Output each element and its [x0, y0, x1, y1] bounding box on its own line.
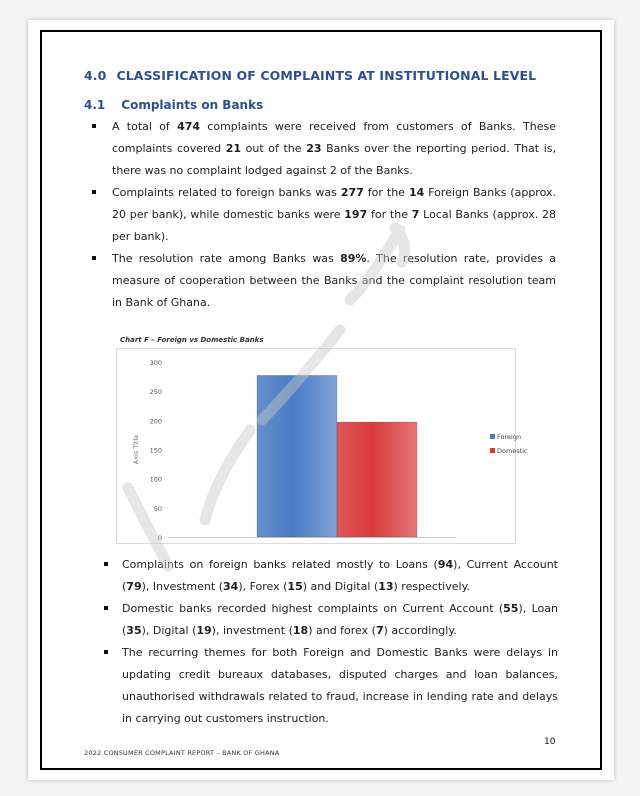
subsection-heading	[84, 98, 263, 112]
text-run: ), Digital (	[141, 624, 197, 637]
bullet-item	[88, 248, 556, 314]
bold-figure: 7	[375, 624, 384, 637]
y-tick-label: 50	[153, 504, 162, 513]
bullet-item	[88, 116, 556, 182]
chart-canvas	[116, 334, 528, 544]
bold-figure: 15	[287, 580, 303, 593]
bullet-marker	[92, 190, 96, 194]
bullet-marker	[92, 124, 96, 128]
document-page	[28, 20, 614, 780]
y-tick-label: 200	[149, 417, 162, 426]
bullet-list-top	[88, 116, 556, 314]
text-run: for the	[367, 208, 412, 221]
text-run: out of the	[241, 142, 307, 155]
bold-figure: 18	[292, 624, 309, 637]
subsection-number: 4.1	[84, 98, 106, 112]
bullet-item	[100, 598, 558, 642]
legend-label-foreign: Foreign	[497, 433, 522, 441]
bullet-marker	[104, 562, 108, 566]
bold-figure: 19	[196, 624, 212, 637]
text-run: complaints were received from customers of Banks. These complaints covered	[112, 120, 556, 155]
subsection-title: Complaints on Banks	[121, 98, 264, 112]
bold-figure: 79	[126, 580, 142, 593]
text-run: Banks over the reporting period. That is, there was no complaint lodged against 2 of the Banks.	[112, 142, 556, 177]
text-run: ), Forex (	[238, 580, 288, 593]
bold-figure: 474	[177, 120, 201, 133]
bullet-marker	[104, 606, 108, 610]
text-run: ), Current Account (	[122, 558, 558, 593]
legend-swatch-domestic	[490, 448, 495, 453]
text-run: ) respectively.	[393, 580, 471, 593]
bullet-list-bottom	[100, 554, 558, 730]
y-tick-label: 0	[157, 534, 162, 542]
bold-figure: 23	[306, 142, 322, 155]
text-run: The resolution rate among Banks was	[112, 252, 341, 265]
legend-swatch-foreign	[490, 434, 495, 439]
bar-foreign	[257, 375, 337, 537]
text-run: Complaints on foreign banks related mostly to Loans (	[122, 558, 438, 571]
bar-domestic	[337, 422, 417, 537]
text-run: ), investment (	[211, 624, 293, 637]
text-run: Foreign Banks (approx. 20 per bank), while domestic banks were	[112, 186, 556, 221]
bold-figure: 197	[344, 208, 368, 221]
text-run: ) and Digital (	[302, 580, 379, 593]
text-run: Domestic banks recorded highest complaints on Current Account (	[122, 602, 504, 615]
bold-figure: 34	[223, 580, 239, 593]
bold-figure: 35	[126, 624, 142, 637]
section-heading	[84, 68, 536, 83]
section-number: 4.0	[84, 68, 107, 83]
text-run: ), Investment (	[141, 580, 223, 593]
text-run: A total of	[112, 120, 178, 133]
text-run: ), Loan (	[122, 602, 558, 637]
bold-figure: 7	[411, 208, 420, 221]
bold-figure: 55	[503, 602, 519, 615]
bullet-marker	[92, 256, 96, 260]
bold-figure: 21	[225, 142, 241, 155]
legend-label-domestic: Domestic	[497, 447, 528, 455]
y-tick-label: 100	[149, 475, 162, 484]
bullet-item	[100, 554, 558, 598]
bold-figure: 94	[437, 558, 454, 571]
bold-figure: 13	[378, 580, 394, 593]
bold-figure: 89%	[340, 252, 367, 265]
y-axis-title: Axis Title	[132, 434, 140, 465]
text-run: . The resolution rate, provides a measure of cooperation between the Banks and the complaint resolution team in Bank of Ghana.	[112, 252, 556, 309]
page-number: 10	[544, 737, 556, 747]
section-title: CLASSIFICATION OF COMPLAINTS AT INSTITUTIONAL LEVEL	[116, 68, 537, 83]
text-run: for the	[363, 186, 409, 199]
text-run: ) accordingly.	[383, 624, 457, 637]
text-run: Complaints related to foreign banks was	[112, 186, 341, 199]
text-run: The recurring themes for both Foreign and Domestic Banks were delays in updating credit bureaux databases, disputed charges and loan balances, unauthorised withdrawals related to fraud, increase in lending rate and delays in carrying out customers instruction.	[122, 646, 558, 725]
bullet-item	[100, 642, 558, 730]
page-footer: 2022 CONSUMER COMPLAINT REPORT – BANK OF GHANA	[84, 749, 280, 757]
bold-figure: 14	[408, 186, 425, 199]
y-tick-label: 300	[149, 359, 162, 367]
chart-title: Chart F – Foreign vs Domestic Banks	[120, 336, 264, 344]
y-tick-label: 150	[149, 446, 162, 455]
text-run: ) and forex (	[308, 624, 376, 637]
bullet-marker	[104, 650, 108, 654]
y-tick-label: 250	[149, 388, 162, 397]
bold-figure: 277	[340, 186, 364, 199]
bar-chart	[116, 334, 528, 544]
bullet-item	[88, 182, 556, 248]
text-run: Local Banks (approx. 28 per bank).	[112, 208, 556, 243]
